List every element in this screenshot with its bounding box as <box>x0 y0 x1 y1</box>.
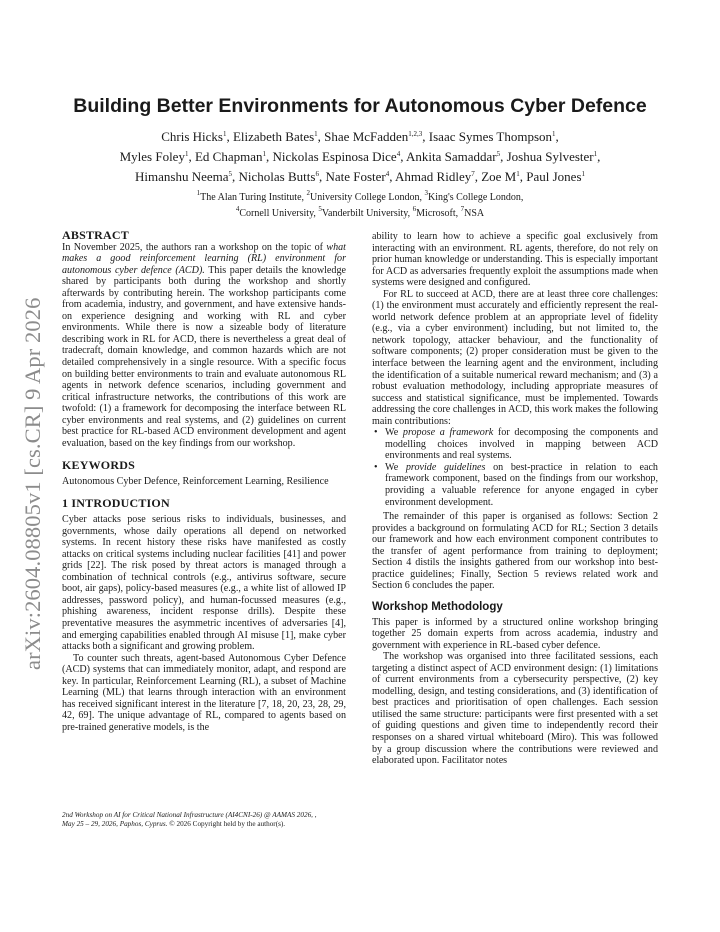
author-line: Himanshu Neema$^5$, Nicholas Butts$^6$, Nate Foster$^4$, Ahmad Ridley$^7$, Zoe $M^1$, Paul Jones$^1$ <box>135 169 585 184</box>
affiliation-marker: 1 <box>314 130 318 138</box>
affiliation-marker: 1 <box>516 170 520 178</box>
affiliation-marker: 1,2,3 <box>408 130 423 138</box>
author-name: Myles Foley <box>119 149 185 164</box>
affiliation-marker: 5 <box>496 150 501 158</box>
affiliation-name: University College London <box>310 192 420 203</box>
arxiv-identifier-text: arXiv:2604.08805v1 [cs.CR] 9 Apr 2026 <box>20 297 45 670</box>
affiliation-name: King's College London <box>427 192 521 203</box>
contribution-item: • We propose a framework for decomposing the components and modelling choices involved in mapping between ACD environments and real systems. <box>374 427 658 462</box>
author-name: Ankita Samaddar <box>405 149 497 164</box>
author-name: Shae McFadden <box>324 129 409 144</box>
affiliation-marker: 5 <box>318 205 322 213</box>
affiliation-name: Vanderbilt University <box>321 208 408 219</box>
affiliation-marker: 1 <box>222 130 227 138</box>
paper-title: Building Better Environments for Autonomous Cyber Defence <box>73 95 647 117</box>
author-name: Zoe M <box>481 169 517 184</box>
affiliation-marker: 1 <box>184 150 189 158</box>
author-name: Ed Chapman <box>194 149 263 164</box>
affiliation-marker: 1 <box>262 150 266 158</box>
affiliation-marker: 1 <box>196 189 201 197</box>
affiliation-marker: 2 <box>306 189 311 197</box>
affiliation-marker: 1 <box>593 150 598 158</box>
affiliation-marker: 7 <box>460 205 465 213</box>
intro-paragraph: ability to learn how to achieve a specific goal exclusively from interacting with an environment. RL agents, therefore, do not rely on prior human knowledge or understanding. This is especially important for ACD as adversaries frequently exploit the assumptions made when systems were designed and configured. <box>372 231 658 289</box>
abstract-text: In November 2025, the authors ran a workshop on the topic of what makes a good reinforcement learning (RL) environment for autonomous cyber defence (ACD). This paper details the knowledge shared by participants both during the workshop and shortly afterwards by contributing herein. The workshop participants come from academia, industry, and government, and have extensive hands-on experience designing and working with RL and cyber environments. While there is now a sizeable body of literature describing work in RL for ACD, there is nevertheless a great deal of tradecraft, domain knowledge, and common hazards which are not detailed comprehensively in a single resource. With a specific focus on building better environments to train and evaluate autonomous RL agents in network defence scenarios, including government and critical infrastructure networks, the contributions of this work are twofold: (1) a framework for decomposing the interface between RL cyber environments and real systems, and (2) guidelines on current best practice for RL-based ACD environment development and agent evaluation, based on the key findings from our workshop. <box>62 241 346 449</box>
workshop-heading: Workshop Methodology <box>372 600 503 613</box>
affiliation-marker: 4 <box>235 205 240 213</box>
affiliation-marker: 1 <box>552 130 556 138</box>
abstract-heading: ABSTRACT <box>62 228 129 242</box>
author-name: Chris Hicks <box>161 129 223 144</box>
affiliation-name: Cornell University <box>239 208 314 219</box>
author-line: Chris Hicks$^1$, Elizabeth Bates$^1$, Shae McFadden$^{1,2,3}$, Isaac Symes Thompson$^1$, <box>161 129 559 144</box>
arxiv-identifier-stamp <box>20 270 48 670</box>
copyright-footnote: 2nd Workshop on AI for Critical National Infrastructure (AI4CNI-26) @ AAMAS 2026, , May 25 – 29, 2026, Paphos, Cyprus. © 2026 Copyright held by the author(s). <box>62 811 317 828</box>
affiliation-name: NSA <box>464 208 485 219</box>
introduction-heading: 1 INTRODUCTION <box>62 496 170 511</box>
author-name: Ahmad Ridley <box>395 169 472 184</box>
affiliation-marker: 4 <box>385 170 390 178</box>
affiliation-line: $^1$The Alan Turing Institute, $^2$University College London, $^3$King's College London, <box>196 189 524 203</box>
affiliation-marker: 6 <box>412 205 417 213</box>
author-name: Nickolas Espinosa Dice <box>272 149 397 164</box>
author-name: Isaac Symes Thompson <box>428 129 553 144</box>
contributions-list <box>372 427 658 508</box>
affiliation-marker: 7 <box>471 170 475 178</box>
keywords-heading: KEYWORDS <box>62 458 135 473</box>
bullet-icon: • <box>374 461 378 473</box>
left-column <box>62 230 346 733</box>
intro-paragraph: The remainder of this paper is organised as follows: Section 2 provides a background on formulating ACD for RL; Section 3 details our framework and how each environment component contributes to the transfer of agent performance from training to deployment; Section 4 distils the insights gathered from our workshop into best-practice guidelines; Finally, Section 5 reviews related work and Section 6 concludes the paper. <box>372 511 658 592</box>
author-line: Myles Foley$^1$, Ed Chapman$^1$, Nickolas Espinosa Dice$^4$, Ankita Samaddar$^5$, Joshua Sylvester$^1$, <box>119 149 601 164</box>
author-name: Elizabeth Bates <box>232 129 315 144</box>
author-name: Nicholas Butts <box>238 169 316 184</box>
contribution-item: • We provide guidelines on best-practice in relation to each framework component, based on the findings from our workshop, providing a valuable reference for anyone engaged in cyber environment development. <box>374 461 658 508</box>
affiliation-line: $^4$Cornell University, $^5$Vanderbilt University, $^6$Microsoft, $^7$NSA <box>235 205 485 219</box>
affiliation-marker: 1 <box>581 170 585 178</box>
author-name: Nate Foster <box>325 169 386 184</box>
affiliation-marker: 3 <box>424 189 428 197</box>
keywords-text: Autonomous Cyber Defence, Reinforcement Learning, Resilience <box>62 475 329 487</box>
affiliation-name: Microsoft <box>416 208 456 219</box>
author-name: Joshua Sylvester <box>506 149 594 164</box>
workshop-paragraph: This paper is informed by a structured online workshop bringing together 25 domain experts from across academia, industry and government with experience in RL-based cyber defence. <box>372 616 658 651</box>
workshop-paragraph: The workshop was organised into three facilitated sessions, each targeting a distinct aspect of ACD environment design: (1) limitations of current environments from a cybersecurity perspective, (2) key modelling, design, and testing considerations, and (3) identification of best practices and prioritisation of open challenges. Each session utilised the same structure: participants were first presented with a set of guiding questions and given time to independently record their responses on a shared virtual whiteboard (Miro). This was followed by a group discussion where the contributions were reviewed and elaborated upon. Facilitator notes <box>372 651 658 767</box>
intro-paragraph: For RL to succeed at ACD, there are at least three core challenges: (1) the environment must accurately and efficiently represent the real-world network defence problem at an appropriate level of fidelity (e.g., via a cyber environment) including, but not limited to, the network topology, attacker behaviour, and the functionality of software components; (2) proper consideration must be given to the interface between the learning agent and the environment, including the identification of a suitable numerical reward mechanism; and (3) a robust evaluation methodology, including appropriate measures of success and statistical significance, must be implemented. Towards addressing the core challenges in ACD, this work makes the following main contributions: <box>372 288 658 427</box>
affiliation-marker: 5 <box>228 170 233 178</box>
affiliation-name: The Alan Turing Institute <box>200 192 302 203</box>
affiliation-marker: 6 <box>315 170 319 178</box>
right-column <box>372 231 658 767</box>
affiliation-marker: 4 <box>396 150 401 158</box>
author-name: Paul Jones <box>526 169 582 184</box>
bullet-icon: • <box>374 427 378 439</box>
intro-paragraph: To counter such threats, agent-based Autonomous Cyber Defence (ACD) systems that can immediately monitor, adapt, and respond are key. In particular, Reinforcement Learning (RL), a subset of Machine Learning (ML) that learns through interaction with an environment has received significant interest in the literature [7, 18, 20, 23, 28, 29, 42, 69]. The unique advantage of RL, compared to agents based on pre-trained generative models, is the <box>62 652 346 733</box>
intro-paragraph: Cyber attacks pose serious risks to individuals, businesses, and governments, whose daily operations all depend on networked systems. In recent history these risks have manifested as costly attacks on critical systems including nuclear facilities [41] and power grids [22]. The risk posed by threat actors is managed through a combination of technical controls (e.g., antivirus software, secure boot, air gaps), policy-based measures (e.g., a white list of allowed IP addresses, password policy), and human-focussed measures (e.g., phishing awareness, incident response drills). Despite these preventative measures the asymmetric incentives of adversaries [4], and emerging capabilities enabled through AI misuse [1], make cyber attacks both a significant and growing problem. <box>62 514 346 653</box>
author-name: Himanshu Neema <box>135 169 229 184</box>
